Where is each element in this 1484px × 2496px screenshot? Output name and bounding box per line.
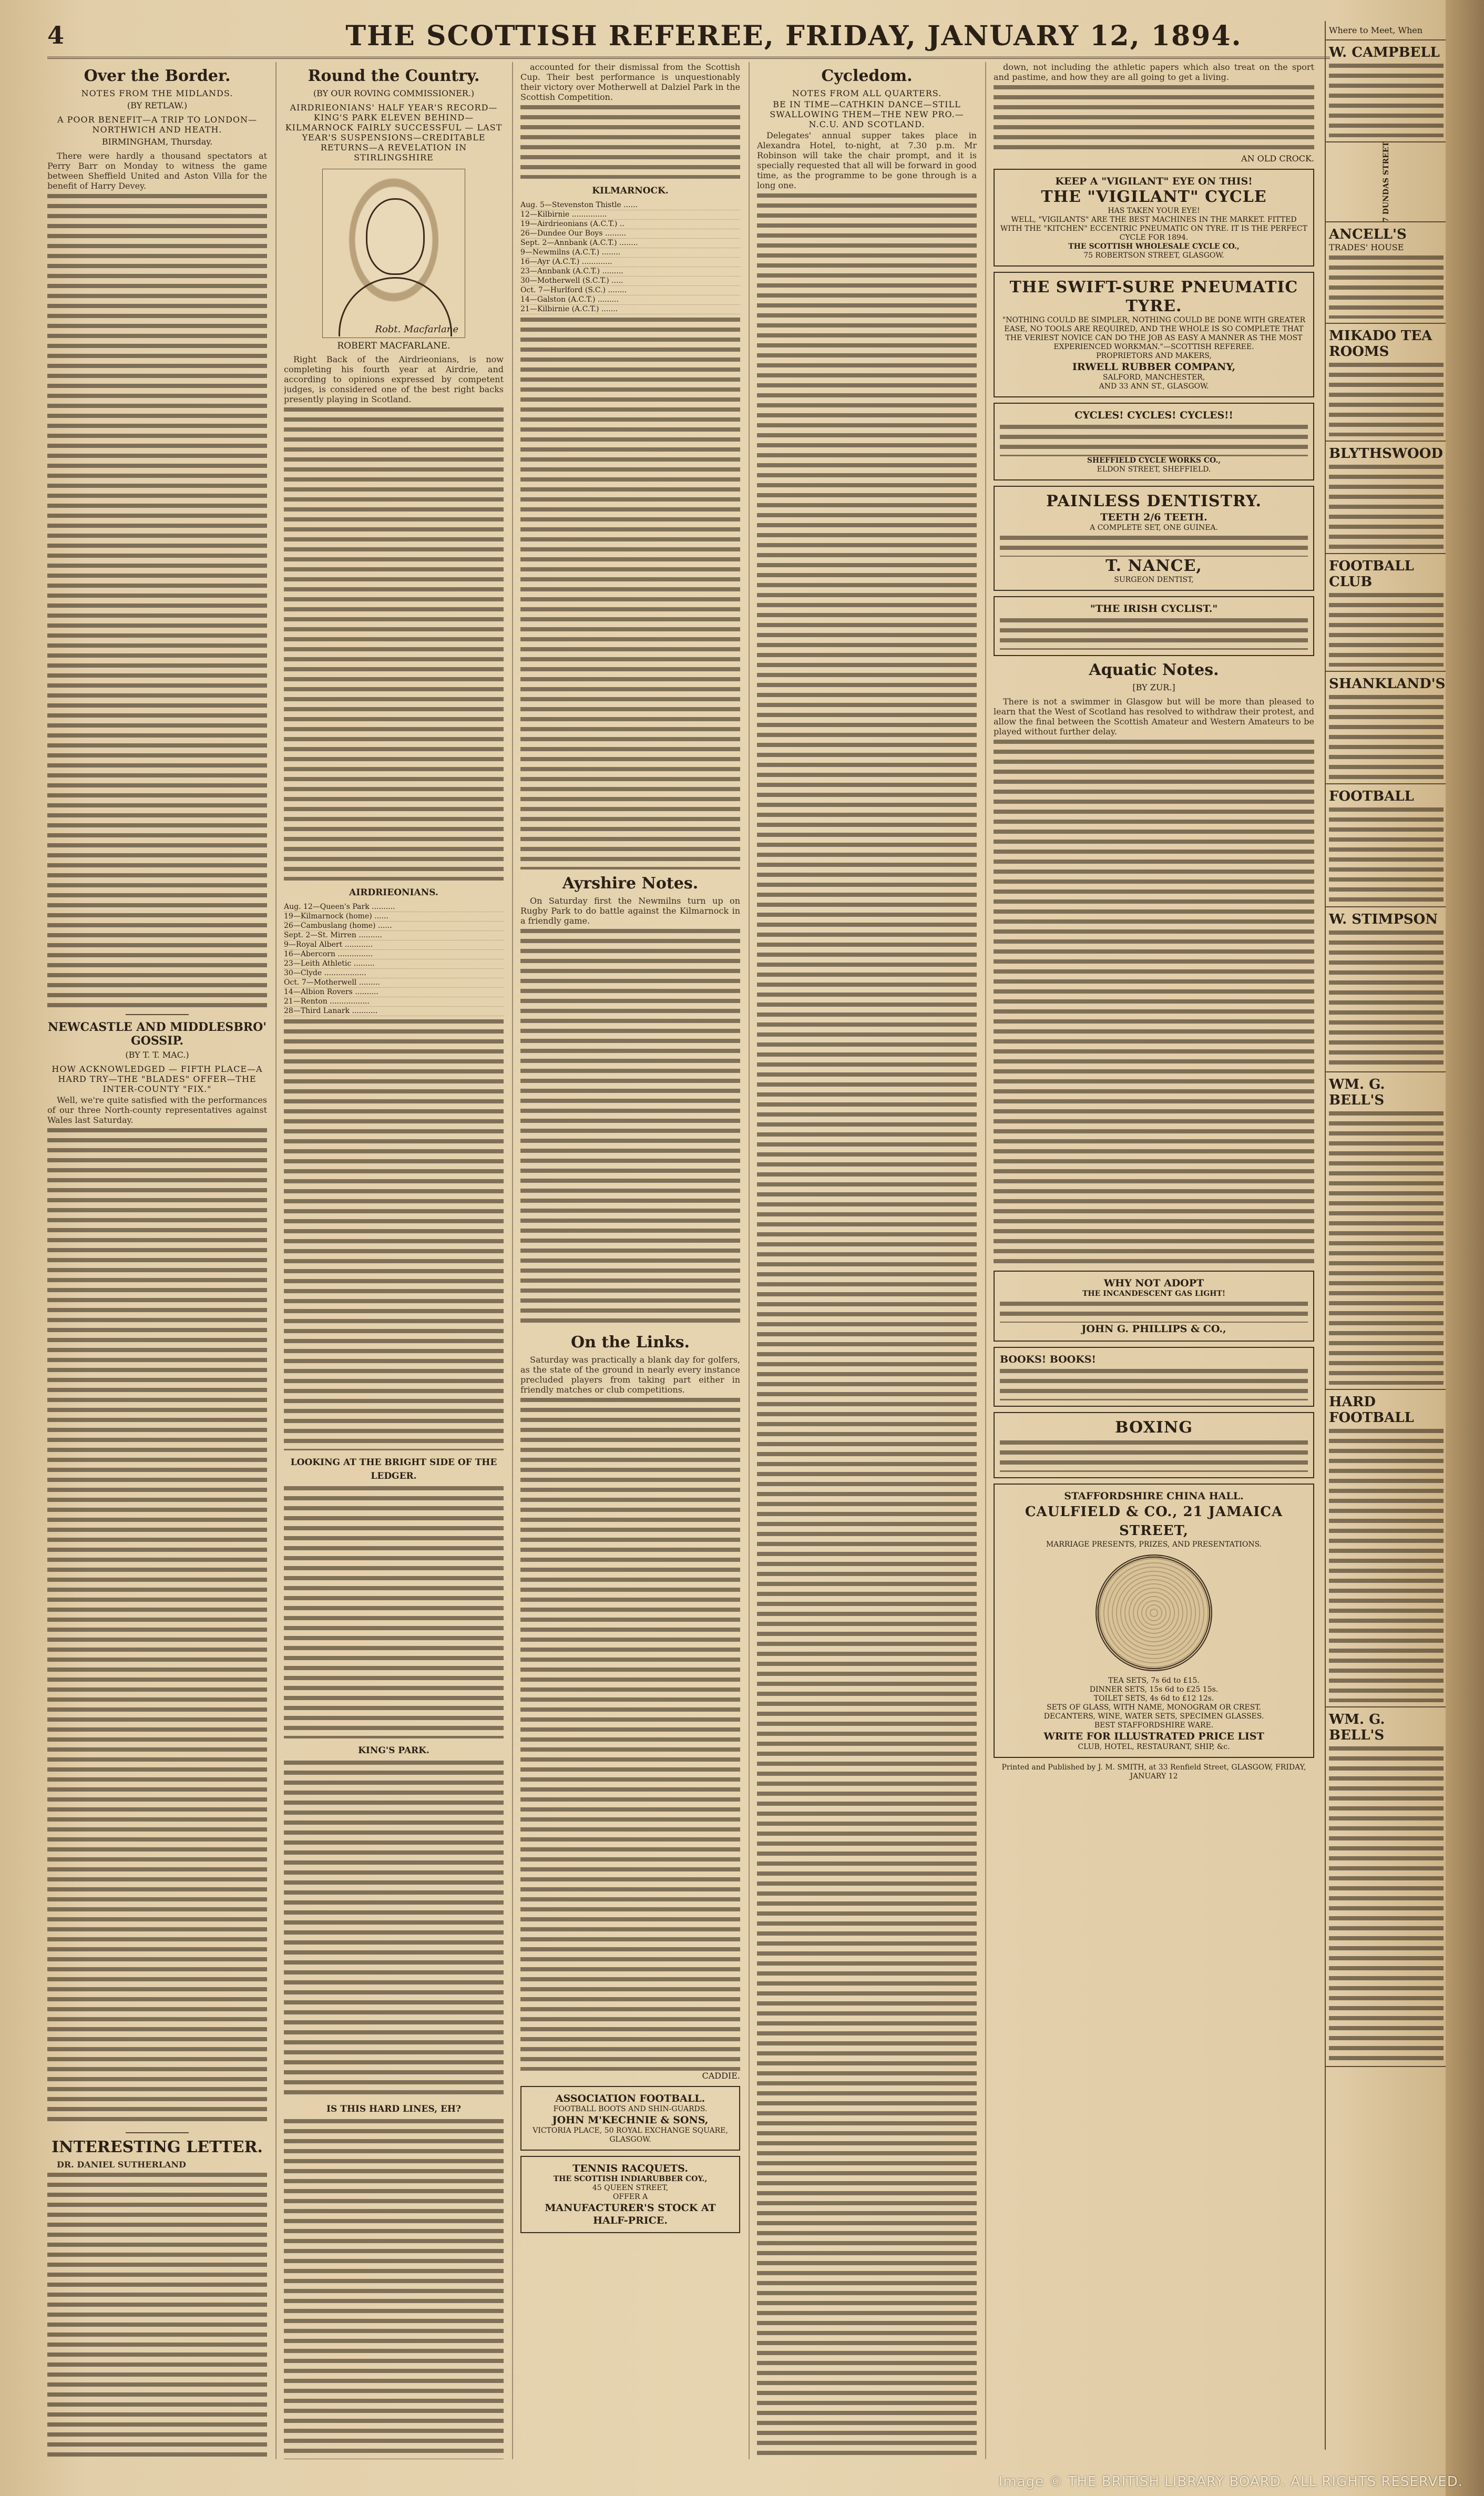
advert-title: BOXING bbox=[1115, 1418, 1193, 1437]
edge-advert-stimpson: W. STIMPSON bbox=[1326, 907, 1447, 1072]
advert-line: FOOTBALL BOOTS AND SHIN-GUARDS. bbox=[553, 2105, 708, 2113]
column-2 bbox=[284, 62, 504, 2459]
table-row: 9—Royal Albert ............ bbox=[284, 940, 504, 950]
edge-advert-shankland: SHANKLAND'S bbox=[1326, 672, 1447, 784]
article-heading-cycledom: Cycledom. bbox=[821, 67, 913, 85]
article-byline: [BY ZUR.] bbox=[1132, 682, 1175, 692]
article-byline: (BY T. T. MAC.) bbox=[125, 1050, 189, 1060]
article-body-text bbox=[520, 105, 740, 179]
advert-title: WHY NOT ADOPT bbox=[1103, 1277, 1204, 1289]
advert-body-text bbox=[1000, 536, 1308, 557]
table-row: 12—Kilbirnie ............... bbox=[520, 210, 740, 220]
advert-item: TOILET SETS, 4s 6d to £12 12s. bbox=[1093, 1694, 1214, 1703]
advert-incandescent-gas bbox=[994, 1271, 1314, 1342]
advert-body: WELL, "VIGILANTS" ARE THE BEST MACHINES IN THE MARKET. FITTED WITH THE "KITCHEN" ECCENTRIC PNEUMATIC ON TYRE. IT IS THE PERFECT CYCLE FOR 1894. bbox=[1000, 216, 1307, 242]
advert-title: THE SWIFT-SURE PNEUMATIC TYRE. bbox=[1009, 278, 1298, 315]
advert-title: STAFFORDSHIRE CHINA HALL. bbox=[1064, 1490, 1244, 1502]
advert-sub: HAS TAKEN YOUR EYE! bbox=[1108, 207, 1200, 215]
article-body-text bbox=[520, 1398, 740, 2071]
article-body-text bbox=[47, 194, 267, 1009]
table-row: 16—Ayr (A.C.T.) ............. bbox=[520, 258, 740, 267]
advert-title: ASSOCIATION FOOTBALL. bbox=[555, 2093, 705, 2104]
column-rule bbox=[512, 62, 513, 2459]
advert-title: CYCLES! CYCLES! CYCLES!! bbox=[1074, 410, 1233, 421]
edge-advert-dundas-street: 7 DUNDAS STREET bbox=[1326, 142, 1447, 222]
printer-imprint: Printed and Published by J. M. SMITH, at 33 Renfield Street, GLASGOW, FRIDAY, JANUARY 12 bbox=[1001, 1763, 1306, 1781]
table-row: 14—Galston (A.C.T.) ......... bbox=[520, 295, 740, 305]
advert-makers: PROPRIETORS AND MAKERS, bbox=[1096, 352, 1212, 360]
article-byline: (BY OUR ROVING COMMISSIONER.) bbox=[313, 88, 475, 98]
edge-advert-campbell: W. CAMPBELL bbox=[1326, 40, 1447, 142]
article-deck: HOW ACKNOWLEDGED — FIFTH PLACE—A HARD TRY—THE "BLADES" OFFER—THE INTER-COUNTY "FIX." bbox=[52, 1064, 263, 1094]
portrait-signature: Robt. Macfarlane bbox=[375, 324, 458, 335]
table-row: Oct. 7—Hurlford (S.C.) ........ bbox=[520, 286, 740, 295]
article-lead-paragraph: There were hardly a thousand spectators at Perry Barr on Monday to witness the game between Sheffield United and Aston Villa for the benefit of Harry Devey. bbox=[47, 151, 267, 191]
article-body-text bbox=[994, 740, 1314, 1265]
article-lead-paragraph: Saturday was practically a blank day for golfers, as the state of the ground in nearly every instance precluded players from taking part either in friendly matches or club competitions. bbox=[520, 1355, 740, 1395]
advert-title: THE "VIGILANT" CYCLE bbox=[1041, 188, 1267, 206]
advert-body-text bbox=[1000, 1369, 1308, 1400]
divider bbox=[126, 2132, 189, 2133]
advert-sub: TEETH 2/6 TEETH. bbox=[1100, 512, 1207, 523]
article-lead-paragraph: There is not a swimmer in Glasgow but will be more than pleased to learn that the West of Scotland has resolved to withdraw their protest, and allow the final between the Scottish Amateur and Western Amateurs to be played without further delay. bbox=[994, 697, 1314, 736]
advert-line: OFFER A bbox=[612, 2193, 648, 2201]
advert-body-text bbox=[1000, 425, 1308, 456]
advert-title: PAINLESS DENTISTRY. bbox=[1046, 492, 1262, 510]
advert-swift-sure-tyre bbox=[994, 272, 1314, 397]
article-dateline: BIRMINGHAM, Thursday. bbox=[101, 137, 213, 147]
article-lead-paragraph: accounted for their dismissal from the Scottish Cup. Their best performance is unquestionably their victory over Motherwell at Dalziel Park in the Scottish Competition. bbox=[520, 62, 740, 102]
article-heading-interesting-letter: INTERESTING LETTER. bbox=[52, 2138, 263, 2156]
advert-body-text bbox=[1000, 1302, 1308, 1323]
advert-firm: THE SCOTTISH INDIARUBBER COY., bbox=[553, 2175, 708, 2183]
column-3 bbox=[520, 62, 740, 2459]
advert-sub: THE INCANDESCENT GAS LIGHT! bbox=[1082, 1290, 1226, 1298]
article-lead-paragraph: On Saturday first the Newmilns turn up on Rugby Park to do battle against the Kilmarnock in a friendly game. bbox=[520, 896, 740, 926]
advert-tennis-racquets bbox=[520, 2156, 740, 2233]
edge-advert-mikado-tea: MIKADO TEA ROOMS bbox=[1326, 324, 1447, 442]
page-edge-shadow bbox=[1446, 0, 1484, 2496]
article-body-text bbox=[284, 407, 504, 881]
copyright-watermark: Image © THE BRITISH LIBRARY BOARD. ALL RIGHTS RESERVED. bbox=[998, 2474, 1463, 2490]
article-heading-newcastle: NEWCASTLE AND MIDDLESBRO' GOSSIP. bbox=[48, 1020, 267, 1048]
masthead bbox=[47, 20, 1330, 59]
table-row: 19—Airdrieonians (A.C.T.) .. bbox=[520, 220, 740, 229]
portrait-face bbox=[366, 198, 425, 275]
table-row: 14—Albion Rovers .......... bbox=[284, 988, 504, 997]
advert-staffordshire-china bbox=[994, 1484, 1314, 1758]
column-5 bbox=[994, 62, 1314, 2459]
table-row: 23—Annbank (A.C.T.) ......... bbox=[520, 267, 740, 277]
advert-lead: KEEP A "VIGILANT" EYE ON THIS! bbox=[1055, 176, 1253, 187]
right-advert-strip bbox=[1325, 21, 1447, 2450]
article-deck: BE IN TIME—CATHKIN DANCE—STILL SWALLOWING THEM—THE NEW PRO.—N.C.U. AND SCOTLAND. bbox=[770, 99, 964, 129]
article-body-text bbox=[520, 318, 740, 869]
advert-firm: CAULFIELD & CO., 21 JAMAICA STREET, bbox=[1025, 1504, 1283, 1539]
advert-item: TEA SETS, 7s 6d to £15. bbox=[1108, 1676, 1200, 1685]
advert-city: SALFORD, MANCHESTER, bbox=[1102, 373, 1205, 382]
article-body-text bbox=[520, 929, 740, 1328]
edge-advert-where-to-meet: Where to Meet, When bbox=[1326, 21, 1447, 40]
column-1 bbox=[47, 62, 267, 2459]
newspaper-title: THE SCOTTISH REFEREE, FRIDAY, JANUARY 12, 1894. bbox=[345, 20, 1242, 52]
advert-role: SURGEON DENTIST, bbox=[1114, 576, 1194, 584]
portrait-caption: ROBERT MACFARLANE. bbox=[337, 341, 451, 351]
table-row: 30—Motherwell (S.C.T.) ..... bbox=[520, 277, 740, 286]
portrait-illustration bbox=[322, 169, 465, 338]
article-heading-round-the-country: Round the Country. bbox=[308, 67, 480, 85]
article-body-text bbox=[994, 85, 1314, 154]
table-row: 26—Dundee Our Boys ......... bbox=[520, 229, 740, 239]
advert-address: 75 ROBERTSON STREET, GLASGOW. bbox=[1083, 251, 1224, 260]
edge-advert-football: FOOTBALL bbox=[1326, 784, 1447, 907]
table-heading-airdrieonians: AIRDRIEONIANS. bbox=[349, 887, 438, 898]
table-row: 23—Leith Athletic ......... bbox=[284, 959, 504, 969]
table-heading-kings-park: KING'S PARK. bbox=[358, 1745, 429, 1756]
edge-advert-blythswood: BLYTHSWOOD bbox=[1326, 442, 1447, 554]
table-row: Sept. 2—Annbank (A.C.T.) ........ bbox=[520, 239, 740, 248]
article-lead-paragraph: Delegates' annual supper takes place in Alexandra Hotel, to-night, at 7.30 p.m. Mr Robinson will take the chair prompt, and it is specially requested that all will be forward in good time, as the programme to be gone through is a long one. bbox=[757, 130, 977, 190]
article-body-text bbox=[284, 2119, 504, 2459]
article-heading-over-the-border: Over the Border. bbox=[84, 67, 231, 85]
table-row: 9—Newmilns (A.C.T.) ........ bbox=[520, 248, 740, 258]
results-table bbox=[520, 201, 740, 314]
article-subheading: NOTES FROM THE MIDLANDS. bbox=[81, 88, 233, 98]
article-byline: (BY RETLAW.) bbox=[127, 100, 188, 110]
column-rule bbox=[985, 62, 986, 2459]
advert-footer-line: CLUB, HOTEL, RESTAURANT, SHIP, &c. bbox=[1078, 1743, 1230, 1751]
article-subheading: NOTES FROM ALL QUARTERS. bbox=[792, 88, 942, 98]
advert-item: BEST STAFFORDSHIRE WARE. bbox=[1094, 1721, 1214, 1730]
article-lead-paragraph: Right Back of the Airdrieonians, is now completing his fourth year at Airdrie, and according to opinions expressed by competent judges, is considered one of the best right backs presently playing in Scotland. bbox=[284, 354, 504, 404]
table-row: 28—Third Lanark ........... bbox=[284, 1007, 504, 1016]
table-row: Aug. 12—Queen's Park .......... bbox=[284, 903, 504, 912]
advert-painless-dentistry bbox=[994, 486, 1314, 591]
advert-item: DINNER SETS, 15s 6d to £25 15s. bbox=[1089, 1685, 1219, 1694]
advert-body-text bbox=[1000, 618, 1308, 650]
advert-firm: SHEFFIELD CYCLE WORKS CO., bbox=[1087, 456, 1221, 465]
article-lead-paragraph: down, not including the athletic papers which also treat on the sport and pastime, and how they are all going to get a living. bbox=[994, 62, 1314, 82]
advert-line: MARRIAGE PRESENTS, PRIZES, AND PRESENTATIONS. bbox=[1046, 1540, 1262, 1549]
article-heading-ayrshire-notes: Ayrshire Notes. bbox=[562, 874, 699, 893]
advert-footer: WRITE FOR ILLUSTRATED PRICE LIST bbox=[1043, 1731, 1264, 1742]
article-body-text bbox=[47, 2173, 267, 2459]
table-row: 26—Cambuslang (home) ...... bbox=[284, 922, 504, 931]
advert-firm: JOHN M'KECHNIE & SONS, bbox=[552, 2114, 709, 2126]
page-number: 4 bbox=[47, 21, 65, 49]
advert-irish-cyclist bbox=[994, 596, 1314, 656]
advert-firm: T. NANCE, bbox=[1106, 557, 1202, 575]
article-lead-paragraph: DR. DANIEL SUTHERLAND bbox=[57, 2160, 186, 2170]
article-body-text bbox=[284, 1019, 504, 1450]
article-heading-on-the-links: On the Links. bbox=[570, 1333, 690, 1352]
article-body-text bbox=[284, 1761, 504, 2097]
advert-vigilant-cycle bbox=[994, 169, 1314, 267]
article-body-text bbox=[47, 1128, 267, 2127]
article-deck: A POOR BENEFIT—A TRIP TO LONDON—NORTHWICH AND HEATH. bbox=[57, 115, 258, 135]
advert-address: 45 QUEEN STREET, bbox=[592, 2184, 669, 2192]
article-body-text bbox=[757, 193, 977, 2459]
article-lead-paragraph: Well, we're quite satisfied with the performances of our three North-county representatives against Wales last Saturday. bbox=[47, 1095, 267, 1125]
advert-firm: JOHN G. PHILLIPS & CO., bbox=[1081, 1323, 1226, 1335]
advert-sheffield-cycles bbox=[994, 403, 1314, 480]
section-heading-hard-lines: IS THIS HARD LINES, EH? bbox=[326, 2104, 461, 2114]
china-plate-illustration bbox=[1096, 1554, 1212, 1671]
advert-item: DECANTERS, WINE, WATER SETS, SPECIMEN GLASSES. bbox=[1043, 1712, 1264, 1721]
table-row: 30—Clyde .................. bbox=[284, 969, 504, 978]
advert-body-text bbox=[1000, 1440, 1308, 1472]
results-table bbox=[284, 903, 504, 1016]
table-row: 19—Kilmarnock (home) ...... bbox=[284, 912, 504, 922]
column-rule bbox=[749, 62, 750, 2459]
advert-address: VICTORIA PLACE, 50 ROYAL EXCHANGE SQUARE, GLASGOW. bbox=[533, 2126, 728, 2144]
section-heading-bright-side: LOOKING AT THE BRIGHT SIDE OF THE LEDGER. bbox=[290, 1457, 497, 1481]
advert-books bbox=[994, 1347, 1314, 1407]
advert-line: A COMPLETE SET, ONE GUINEA. bbox=[1090, 524, 1218, 532]
advert-title: TENNIS RACQUETS. bbox=[572, 2163, 688, 2174]
table-row: Sept. 2—St. Mirren .......... bbox=[284, 931, 504, 940]
edge-advert-hard-football: HARD FOOTBALL bbox=[1326, 1390, 1447, 1707]
edge-advert-bell-2: WM. G. BELL'S bbox=[1326, 1707, 1447, 2067]
table-row: Aug. 5—Stevenston Thistle ...... bbox=[520, 201, 740, 210]
advert-firm: IRWELL RUBBER COMPANY, bbox=[1072, 361, 1236, 373]
column-rule bbox=[275, 62, 277, 2459]
advert-boxing bbox=[994, 1412, 1314, 1478]
advert-address: AND 33 ANN ST., GLASGOW. bbox=[1099, 382, 1209, 391]
advert-address: ELDON STREET, SHEFFIELD. bbox=[1097, 465, 1211, 474]
article-sign-off: AN OLD CROCK. bbox=[1241, 154, 1314, 163]
table-row: 21—Kilbirnie (A.C.T.) ....... bbox=[520, 305, 740, 314]
edge-advert-football-club: FOOTBALL CLUB bbox=[1326, 554, 1447, 672]
advert-title: BOOKS! BOOKS! bbox=[1000, 1354, 1096, 1365]
table-row: 16—Abercorn ............... bbox=[284, 950, 504, 959]
divider bbox=[126, 1014, 189, 1015]
article-deck: AIRDRIEONIANS' HALF YEAR'S RECORD—KING'S PARK ELEVEN BEHIND—KILMARNOCK FAIRLY SUCCESSFUL — LAST YEAR'S SUSPENSIONS—CREDITABLE RETURNS—A REVELATION IN STIRLINGSHIRE bbox=[285, 103, 503, 162]
advert-title: "THE IRISH CYCLIST." bbox=[1090, 603, 1218, 615]
edge-advert-ancell: ANCELL'S TRADES' HOUSE bbox=[1326, 222, 1447, 324]
article-sign-off: CADDIE. bbox=[702, 2071, 740, 2081]
advert-body: "NOTHING COULD BE SIMPLER, NOTHING COULD BE DONE WITH GREATER EASE, NO TOOLS ARE REQUIRED, AND THE WHOLE IS SO COMPLETE THAT THE VERIEST NOVICE CAN DO THE JOB AS EASY A MANNER AS THE MOST EXPERIENCED WORKMAN."—SCOTTISH REFEREE. bbox=[1002, 316, 1306, 351]
table-row: 21—Renton ................. bbox=[284, 997, 504, 1007]
edge-advert-bell: WM. G. BELL'S bbox=[1326, 1072, 1447, 1390]
column-4 bbox=[757, 62, 977, 2459]
article-heading-aquatic-notes: Aquatic Notes. bbox=[1089, 661, 1219, 679]
advert-item: SETS OF GLASS, WITH NAME, MONOGRAM OR CREST. bbox=[1047, 1703, 1261, 1712]
table-heading-kilmarnock: KILMARNOCK. bbox=[592, 186, 669, 196]
advert-association-football bbox=[520, 2086, 740, 2151]
advert-offer: MANUFACTURER'S STOCK AT HALF-PRICE. bbox=[545, 2202, 716, 2226]
advert-firm: THE SCOTTISH WHOLESALE CYCLE CO., bbox=[1068, 242, 1240, 251]
table-row: Oct. 7—Motherwell ......... bbox=[284, 978, 504, 988]
article-body-text bbox=[284, 1486, 504, 1738]
